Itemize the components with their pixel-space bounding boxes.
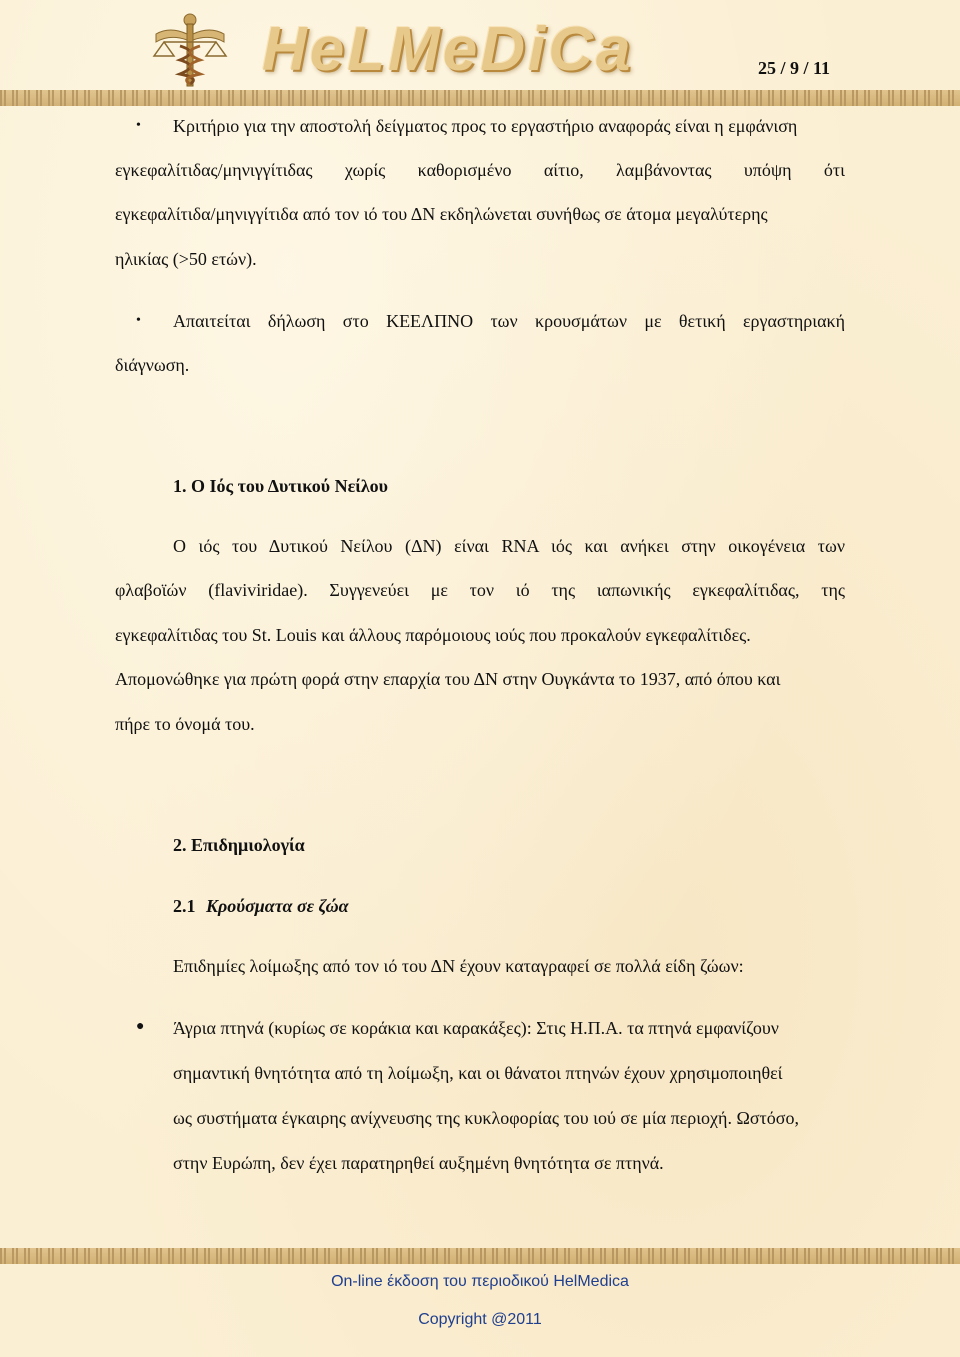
section-heading: 1. Ο Ιός του Δυτικού Νείλου xyxy=(173,476,389,496)
paragraph-line: Κριτήριο για την αποστολή δείγματος προς το εργαστήριο αναφοράς είναι η εμφάνιση xyxy=(173,116,798,136)
magazine-logo-text: HeLMeDiCa xyxy=(262,15,634,84)
paragraph-line: στην Ευρώπη, δεν έχει παρατηρηθεί αυξημένη θνητότητα σε πτηνά. xyxy=(173,1153,664,1173)
decorative-border-top xyxy=(0,90,960,106)
paragraph-line: ηλικίας (>50 ετών). xyxy=(115,249,257,269)
bullet-icon: ● xyxy=(136,1019,145,1034)
paragraph-line: διάγνωση. xyxy=(115,355,190,375)
paragraph-line: εγκεφαλίτιδα/μηνιγγίτιδα από τον ιό του ΔΝ εκδηλώνεται συνήθως σε άτομα μεγαλύτερης xyxy=(115,204,768,224)
paragraph-line: Άγρια πτηνά (κυρίως σε κοράκια και καρακάξες): Στις Η.Π.Α. τα πτηνά εμφανίζουν xyxy=(173,1018,779,1038)
bullet-icon: • xyxy=(136,313,141,328)
paragraph-line: ως συστήματα έγκαιρης ανίχνευσης της κυκλοφορίας του ιού σε μία περιοχή. Ωστόσο, xyxy=(173,1108,799,1128)
paragraph-line: Ο ιός του Δυτικού Νείλου (ΔΝ) είναι RNA ιός και ανήκει στην οικογένεια των xyxy=(173,536,845,556)
bullet-icon: • xyxy=(136,118,141,133)
paragraph-line: εγκεφαλίτιδας του St. Louis και άλλους παρόμοιους ιούς που προκαλούν εγκεφαλίτιδες. xyxy=(115,625,751,645)
decorative-border-bottom xyxy=(0,1248,960,1264)
footer-edition-text: On-line έκδοση του περιοδικού HelMedica xyxy=(331,1273,629,1290)
paragraph-line: εγκεφαλίτιδας/μηνιγγίτιδας χωρίς καθορισμένο αίτιο, λαμβάνοντας υπόψη ότι xyxy=(115,160,845,180)
subsection-title: Κρούσματα σε ζώα xyxy=(206,896,349,916)
paragraph-line: Απαιτείται δήλωση στο ΚΕΕΛΠΝΟ των κρουσμάτων με θετική εργαστηριακή xyxy=(173,311,845,331)
paragraph-line: Απομονώθηκε για πρώτη φορά στην επαρχία του ΔΝ στην Ουγκάντα το 1937, από όπου και xyxy=(115,669,781,689)
paragraph-line: φλαβοϊών (flaviviridae). Συγγενεύει με τον ιό της ιαπωνικής εγκεφαλίτιδας, της xyxy=(115,580,845,600)
paragraph-line: πήρε το όνομά του. xyxy=(115,714,255,734)
paragraph-line: Επιδημίες λοίμωξης από τον ιό του ΔΝ έχουν καταγραφεί σε πολλά είδη ζώων: xyxy=(173,956,744,976)
paragraph-line: σημαντική θνητότητα από τη λοίμωξη, και οι θάνατοι πτηνών έχουν χρησιμοποιηθεί xyxy=(173,1063,783,1083)
footer-copyright: Copyright @2011 xyxy=(418,1311,542,1328)
issue-date: 25 / 9 / 11 xyxy=(757,58,830,78)
section-heading: 2. Επιδημιολογία xyxy=(173,835,305,855)
subsection-number: 2.1 xyxy=(173,896,196,916)
caduceus-logo-icon xyxy=(150,12,230,90)
